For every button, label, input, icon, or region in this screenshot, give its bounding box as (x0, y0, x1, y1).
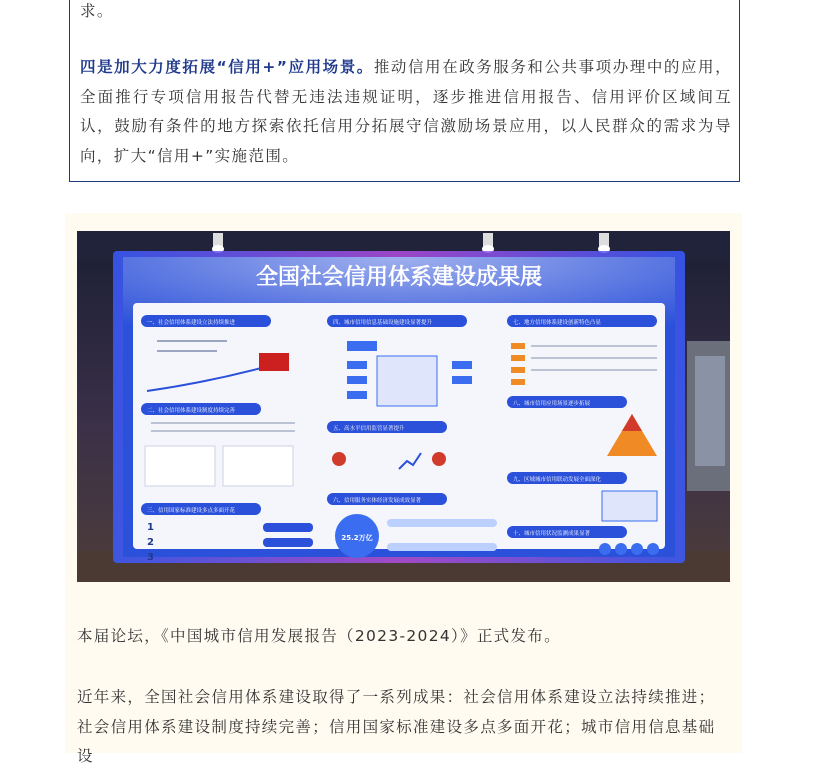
list-number-3: 3 (147, 552, 154, 563)
section-heading-5: 五、高水平信用监管显著提升 (333, 426, 405, 432)
section-heading-6: 六、信用服务实体经济发展成效显著 (333, 498, 422, 504)
article-paragraph-1: 本届论坛，《中国城市信用发展报告（2023-2024）》正式发布。 (77, 627, 561, 645)
point-four-lead: 四是加大力度拓展“信用+”应用场景。 (80, 58, 374, 76)
policy-points-box (69, 0, 740, 182)
board-title: 全国社会信用体系建设成果展 (255, 265, 543, 290)
section-heading-7: 七、地方信用体系建设创新特色凸显 (513, 320, 602, 326)
list-number-2: 2 (147, 537, 154, 548)
section-heading-9: 九、区域城市信用联动发展全面深化 (513, 477, 602, 483)
article-paragraph-2: 近年来，全国社会信用体系建设取得了一系列成果：社会信用体系建设立法持续推进；社会信用体系建设制度持续完善；信用国家标准建设多点多面开花；城市信用信息基础设 (77, 688, 716, 765)
previous-point-tail: 求。 (80, 2, 114, 20)
section-heading-10: 十、城市信用状况监测成果显著 (513, 531, 591, 537)
big-number: 25.2万亿 (341, 534, 373, 542)
list-number-1: 1 (147, 522, 154, 533)
point-four-paragraph (80, 53, 732, 171)
stage-light (482, 233, 494, 253)
stage-light (212, 233, 224, 253)
section-heading-2: 二、社会信用体系建设制度持续完善 (147, 408, 236, 414)
section-heading-8: 八、城市信用应用场景逐步拓展 (513, 401, 591, 407)
point-four-body: 推动信用在政务服务和公共事项办理中的应用，全面推行专项信用报告代替无违法违规证明，逐步推进信用报告、信用评价区域间互认，鼓励有条件的地方探索依托信用分拓展守信激励场景应用，以人民群众的需求为导向，扩大“信用+”实施范围。 (80, 58, 733, 165)
stage-light (598, 233, 610, 253)
section-heading-3: 三、信用国家标准建设多点多面开花 (147, 508, 236, 514)
section-heading-4: 四、城市信用信息基础设施建设显著提升 (333, 320, 433, 326)
exhibition-photo (77, 231, 730, 582)
section-heading-1: 一、社会信用体系建设立法持续推进 (147, 320, 236, 326)
